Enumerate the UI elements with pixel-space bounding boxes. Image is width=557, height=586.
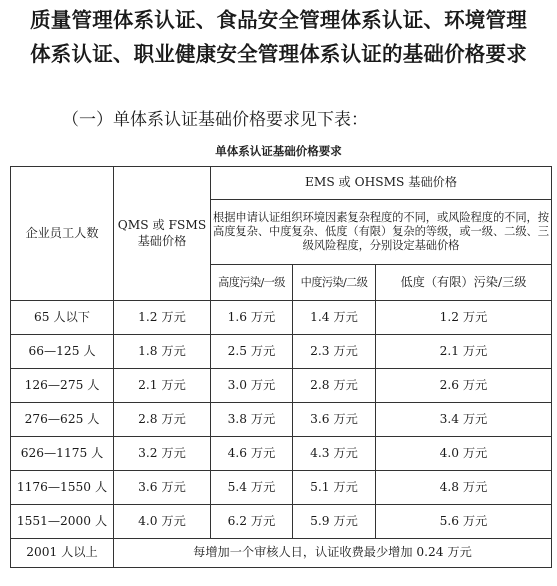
cell-low-price: 4.8 万元 [376,471,552,505]
table-row [11,471,552,505]
section-heading: （一）单体系认证基础价格要求见下表： [62,110,368,130]
document-title-line-1: 质量管理体系认证、食品安全管理体系认证、环境管理 [30,8,527,32]
cell-qms-price: 2.1 万元 [114,369,211,403]
cell-medium-price: 5.9 万元 [293,505,376,539]
cell-high-price: 5.4 万元 [211,471,293,505]
table-row [11,505,552,539]
cell-qms-price: 3.2 万元 [114,437,211,471]
cell-employees: 1551—2000 人 [11,505,114,539]
table-header-row [11,167,552,200]
header-medium-pollution: 中度污染/二级 [293,265,376,301]
cell-low-price: 3.4 万元 [376,403,552,437]
cell-employees: 276—625 人 [11,403,114,437]
cell-employees: 126—275 人 [11,369,114,403]
cell-high-price: 2.5 万元 [211,335,293,369]
cell-medium-price: 3.6 万元 [293,403,376,437]
cell-low-price: 5.6 万元 [376,505,552,539]
cell-high-price: 1.6 万元 [211,301,293,335]
cell-employees: 2001 人以上 [11,539,114,568]
header-qms-fsms-line2: 基础价格 [137,233,187,248]
cell-low-price: 1.2 万元 [376,301,552,335]
cell-increment-note: 每增加一个审核人日，认证收费最少增加 0.24 万元 [114,539,552,568]
cell-qms-price: 1.2 万元 [114,301,211,335]
cell-high-price: 3.8 万元 [211,403,293,437]
cell-high-price: 6.2 万元 [211,505,293,539]
header-high-pollution: 高度污染/一级 [211,265,293,301]
cell-employees: 65 人以下 [11,301,114,335]
table-row [11,335,552,369]
price-table [10,166,552,568]
cell-high-price: 3.0 万元 [211,369,293,403]
cell-low-price: 2.6 万元 [376,369,552,403]
cell-employees: 1176—1550 人 [11,471,114,505]
cell-medium-price: 4.3 万元 [293,437,376,471]
cell-high-price: 4.6 万元 [211,437,293,471]
table-row [11,369,552,403]
header-ems-description: 根据申请认证组织环境因素复杂程度的不同，或风险程度的不同，按高度复杂、中度复杂、低度（有限）复杂的等级，或一级、二级、三级风险程度，分别设定基础价格 [211,200,552,265]
cell-low-price: 2.1 万元 [376,335,552,369]
cell-medium-price: 2.3 万元 [293,335,376,369]
cell-qms-price: 2.8 万元 [114,403,211,437]
table-row-last [11,539,552,568]
cell-low-price: 4.0 万元 [376,437,552,471]
header-employees: 企业员工人数 [11,167,114,301]
cell-qms-price: 1.8 万元 [114,335,211,369]
cell-qms-price: 3.6 万元 [114,471,211,505]
header-qms-fsms [114,167,211,301]
table-row [11,437,552,471]
table-caption: 单体系认证基础价格要求 [215,144,342,158]
header-low-pollution: 低度（有限）污染/三级 [376,265,552,301]
table-row [11,301,552,335]
document-title-line-2: 体系认证、职业健康安全管理体系认证的基础价格要求 [30,42,527,66]
header-ems-ohsms: EMS 或 OHSMS 基础价格 [211,167,552,200]
cell-employees: 66—125 人 [11,335,114,369]
table-row [11,403,552,437]
cell-medium-price: 2.8 万元 [293,369,376,403]
cell-medium-price: 1.4 万元 [293,301,376,335]
cell-employees: 626—1175 人 [11,437,114,471]
cell-medium-price: 5.1 万元 [293,471,376,505]
header-qms-fsms-line1: QMS 或 FSMS [117,218,207,233]
cell-qms-price: 4.0 万元 [114,505,211,539]
